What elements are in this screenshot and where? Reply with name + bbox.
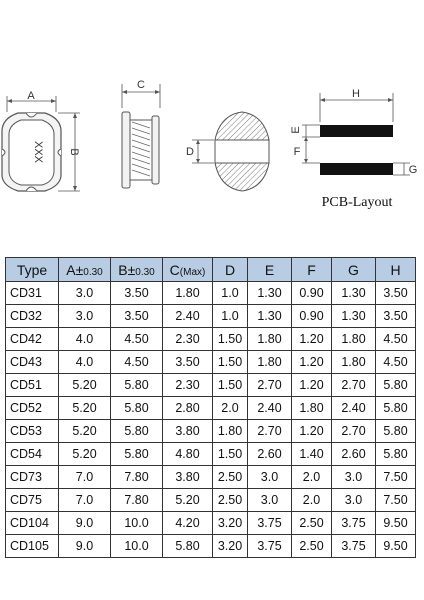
value-cell: 1.0 <box>213 305 248 328</box>
dim-d-label: D <box>186 146 194 158</box>
value-cell: 4.50 <box>376 328 416 351</box>
value-cell: 5.20 <box>59 443 111 466</box>
type-cell: CD31 <box>6 282 59 305</box>
value-cell: 1.40 <box>292 443 332 466</box>
column-header <box>111 258 163 282</box>
dim-b-label: B <box>68 148 80 156</box>
column-header-main: E <box>264 261 275 278</box>
value-cell: 2.40 <box>248 397 292 420</box>
value-cell: 1.30 <box>248 282 292 305</box>
value-cell: 2.80 <box>163 397 213 420</box>
value-cell: 0.90 <box>292 305 332 328</box>
value-cell: 1.20 <box>292 351 332 374</box>
value-cell: 3.50 <box>376 282 416 305</box>
value-cell: 3.0 <box>332 489 376 512</box>
value-cell: 5.80 <box>163 535 213 558</box>
value-cell: 2.40 <box>332 397 376 420</box>
value-cell: 4.20 <box>163 512 213 535</box>
value-cell: 1.0 <box>213 282 248 305</box>
value-cell: 3.75 <box>248 512 292 535</box>
value-cell: 1.20 <box>292 374 332 397</box>
type-cell: CD42 <box>6 328 59 351</box>
type-cell: CD75 <box>6 489 59 512</box>
value-cell: 3.0 <box>248 489 292 512</box>
pcb-pad-bottom <box>320 163 393 175</box>
type-cell: CD104 <box>6 512 59 535</box>
value-cell: 1.30 <box>332 305 376 328</box>
value-cell: 2.50 <box>292 512 332 535</box>
dimension-drawings <box>0 0 424 230</box>
type-cell: CD43 <box>6 351 59 374</box>
table-row <box>6 466 416 489</box>
column-header-main: D <box>224 261 236 278</box>
value-cell: 4.0 <box>59 328 111 351</box>
value-cell: 3.75 <box>248 535 292 558</box>
dimensions-table <box>5 257 416 558</box>
value-cell: 3.80 <box>163 466 213 489</box>
value-cell: 5.20 <box>59 397 111 420</box>
column-header-sub: 0.30 <box>135 266 155 278</box>
value-cell: 5.80 <box>376 374 416 397</box>
value-cell: 7.0 <box>59 489 111 512</box>
table-row <box>6 282 416 305</box>
value-cell: 2.70 <box>332 374 376 397</box>
table-row <box>6 420 416 443</box>
table-row <box>6 512 416 535</box>
column-header <box>163 258 213 282</box>
column-header <box>376 258 416 282</box>
value-cell: 2.70 <box>248 374 292 397</box>
column-header-main: C <box>169 261 180 278</box>
pcb-pad-top <box>320 125 393 137</box>
column-header-main: G <box>348 261 359 278</box>
table-row <box>6 397 416 420</box>
column-header <box>248 258 292 282</box>
marking-text: XXX <box>32 140 44 164</box>
column-header-sub: 0.30 <box>83 266 103 278</box>
value-cell: 4.50 <box>376 351 416 374</box>
column-header <box>332 258 376 282</box>
value-cell: 2.70 <box>248 420 292 443</box>
value-cell: 3.50 <box>111 282 163 305</box>
value-cell: 2.0 <box>292 466 332 489</box>
value-cell: 7.50 <box>376 489 416 512</box>
column-header-main: B± <box>118 261 136 278</box>
table-row <box>6 374 416 397</box>
value-cell: 2.50 <box>213 466 248 489</box>
value-cell: 1.80 <box>248 351 292 374</box>
value-cell: 1.80 <box>332 351 376 374</box>
column-header-main: Type <box>16 261 48 278</box>
value-cell: 2.70 <box>332 420 376 443</box>
pcb-layout-drawing <box>290 88 417 210</box>
value-cell: 2.50 <box>213 489 248 512</box>
table-row <box>6 328 416 351</box>
value-cell: 5.20 <box>59 374 111 397</box>
value-cell: 4.50 <box>111 328 163 351</box>
type-cell: CD73 <box>6 466 59 489</box>
value-cell: 7.80 <box>111 466 163 489</box>
value-cell: 1.50 <box>213 328 248 351</box>
value-cell: 4.0 <box>59 351 111 374</box>
value-cell: 3.0 <box>59 305 111 328</box>
value-cell: 2.40 <box>163 305 213 328</box>
value-cell: 3.20 <box>213 512 248 535</box>
value-cell: 7.0 <box>59 466 111 489</box>
table-body <box>6 282 416 558</box>
dim-g-label: G <box>408 164 418 176</box>
value-cell: 4.80 <box>163 443 213 466</box>
table-row <box>6 535 416 558</box>
dim-c-label: C <box>137 79 145 91</box>
dim-e-label: E <box>290 126 302 134</box>
column-header-main: H <box>390 261 401 278</box>
value-cell: 2.0 <box>213 397 248 420</box>
value-cell: 5.20 <box>163 489 213 512</box>
type-cell: CD53 <box>6 420 59 443</box>
value-cell: 5.80 <box>111 420 163 443</box>
value-cell: 9.50 <box>376 535 416 558</box>
value-cell: 2.50 <box>292 535 332 558</box>
type-cell: CD32 <box>6 305 59 328</box>
value-cell: 3.50 <box>163 351 213 374</box>
value-cell: 7.80 <box>111 489 163 512</box>
value-cell: 10.0 <box>111 512 163 535</box>
value-cell: 5.80 <box>376 397 416 420</box>
value-cell: 3.50 <box>111 305 163 328</box>
column-header <box>6 258 59 282</box>
side-view-drawing <box>122 79 160 188</box>
value-cell: 3.0 <box>248 466 292 489</box>
value-cell: 1.20 <box>292 420 332 443</box>
value-cell: 3.0 <box>59 282 111 305</box>
value-cell: 3.0 <box>332 466 376 489</box>
value-cell: 3.50 <box>376 305 416 328</box>
table-row <box>6 305 416 328</box>
value-cell: 0.90 <box>292 282 332 305</box>
value-cell: 3.75 <box>332 512 376 535</box>
value-cell: 4.50 <box>111 351 163 374</box>
column-header <box>292 258 332 282</box>
value-cell: 10.0 <box>111 535 163 558</box>
value-cell: 2.30 <box>163 374 213 397</box>
value-cell: 1.50 <box>213 374 248 397</box>
value-cell: 3.20 <box>213 535 248 558</box>
value-cell: 1.50 <box>213 443 248 466</box>
column-header <box>213 258 248 282</box>
value-cell: 5.80 <box>376 420 416 443</box>
value-cell: 2.0 <box>292 489 332 512</box>
dim-h-label: H <box>352 88 360 100</box>
pcb-layout-caption: PCB-Layout <box>321 195 393 210</box>
value-cell: 5.80 <box>111 443 163 466</box>
top-view-drawing <box>2 90 80 191</box>
column-header <box>59 258 111 282</box>
value-cell: 1.30 <box>248 305 292 328</box>
type-cell: CD105 <box>6 535 59 558</box>
value-cell: 2.30 <box>163 328 213 351</box>
value-cell: 5.20 <box>59 420 111 443</box>
column-header-sub: (Max) <box>179 266 206 278</box>
value-cell: 1.80 <box>213 420 248 443</box>
type-cell: CD54 <box>6 443 59 466</box>
value-cell: 1.80 <box>332 328 376 351</box>
value-cell: 2.60 <box>332 443 376 466</box>
column-header-main: F <box>307 261 316 278</box>
type-cell: CD52 <box>6 397 59 420</box>
cross-section-drawing <box>186 112 269 191</box>
dim-f-label: F <box>293 146 301 158</box>
table-row <box>6 443 416 466</box>
value-cell: 5.80 <box>111 397 163 420</box>
value-cell: 3.80 <box>163 420 213 443</box>
value-cell: 3.75 <box>332 535 376 558</box>
type-cell: CD51 <box>6 374 59 397</box>
value-cell: 7.50 <box>376 466 416 489</box>
value-cell: 1.50 <box>213 351 248 374</box>
value-cell: 2.60 <box>248 443 292 466</box>
dim-a-label: A <box>27 90 35 102</box>
table-row <box>6 489 416 512</box>
value-cell: 1.30 <box>332 282 376 305</box>
value-cell: 5.80 <box>111 374 163 397</box>
value-cell: 9.0 <box>59 535 111 558</box>
value-cell: 1.80 <box>163 282 213 305</box>
value-cell: 5.80 <box>376 443 416 466</box>
value-cell: 1.80 <box>292 397 332 420</box>
value-cell: 9.0 <box>59 512 111 535</box>
value-cell: 1.80 <box>248 328 292 351</box>
table-row <box>6 351 416 374</box>
column-header-main: A± <box>66 261 84 278</box>
value-cell: 1.20 <box>292 328 332 351</box>
table-header-row <box>6 258 416 282</box>
value-cell: 9.50 <box>376 512 416 535</box>
